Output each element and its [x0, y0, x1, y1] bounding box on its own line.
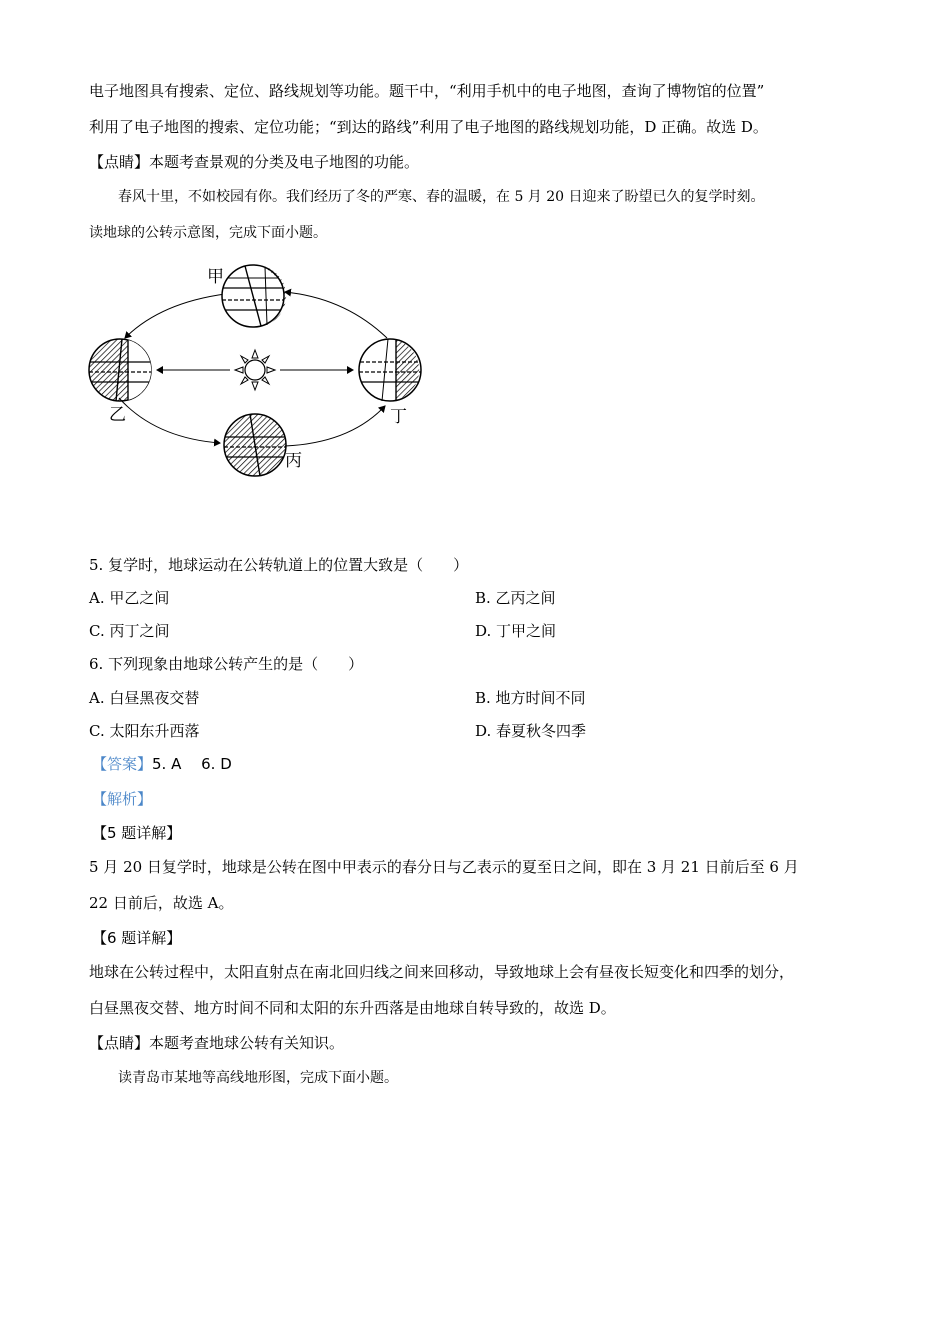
comment-2-tag: 【点睛】: [89, 1034, 150, 1052]
q6-option-a[interactable]: A. 白昼黑夜交替: [89, 689, 200, 707]
intro-line-1: 电子地图具有搜索、定位、路线规划等功能。题干中，“利用手机中的电子地图，查询了博物馆的位置”: [89, 82, 765, 100]
label-yi: 乙: [109, 405, 126, 425]
question-5-stem: 5. 复学时，地球运动在公转轨道上的位置大致是（ ）: [89, 556, 469, 574]
answer-tag: 【答案】: [92, 755, 153, 773]
intro-line-2: 利用了电子地图的搜索、定位功能；“到达的路线”利用了电子地图的路线规划功能，D 正确。故选 D。: [89, 118, 768, 136]
label-ding: 丁: [390, 407, 407, 427]
analysis-tag: 【解析】: [92, 790, 153, 808]
earth-jia: [222, 265, 286, 327]
detail-6-heading: 【6 题详解】: [92, 929, 182, 947]
detail-6-line-2: 白昼黑夜交替、地方时间不同和太阳的东升西落是由地球自转导致的，故选 D。: [89, 999, 616, 1017]
orbit-arc-jia-yi: [125, 294, 225, 338]
detail-5-line-2: 22 日前后，故选 A。: [89, 894, 234, 912]
passage-line-2: 读地球的公转示意图，完成下面小题。: [89, 225, 327, 241]
q5-option-b[interactable]: B. 乙丙之间: [475, 589, 556, 607]
q6-option-b[interactable]: B. 地方时间不同: [475, 689, 586, 707]
orbit-arc-bing-ding: [285, 406, 385, 446]
passage-line-1: 春风十里，不如校园有你。我们经历了冬的严寒、春的温暖，在 5 月 20 日迎来了盼望已久的复学时刻。: [118, 189, 765, 205]
label-jia: 甲: [207, 267, 224, 287]
detail-5-line-1: 5 月 20 日复学时，地球是公转在图中甲表示的春分日与乙表示的夏至日之间，即在 3 月 21 日前后至 6 月: [89, 858, 799, 876]
answer-text: 5. A 6. D: [152, 755, 232, 773]
earth-bing: [224, 414, 286, 476]
earth-revolution-diagram: [85, 258, 435, 478]
detail-6-line-1: 地球在公转过程中，太阳直射点在南北回归线之间来回移动，导致地球上会有昼夜长短变化和四季的划分，: [89, 963, 795, 981]
comment-tag: 【点睛】: [89, 153, 150, 171]
comment-2-text: 本题考查地球公转有关知识。: [149, 1034, 345, 1052]
q6-option-c[interactable]: C. 太阳东升西落: [89, 722, 200, 740]
detail-5-heading: 【5 题详解】: [92, 824, 182, 842]
orbit-arc-ding-jia: [285, 292, 387, 338]
orbit-arc-yi-bing: [119, 398, 220, 443]
comment-text: 本题考查景观的分类及电子地图的功能。: [149, 153, 420, 171]
earth-yi: [89, 339, 151, 401]
sun-icon: [235, 350, 275, 390]
comment-2: [89, 1033, 344, 1053]
question-6-stem: 6. 下列现象由地球公转产生的是（ ）: [89, 655, 364, 673]
q5-option-d[interactable]: D. 丁甲之间: [475, 622, 557, 640]
q6-option-d[interactable]: D. 春夏秋冬四季: [475, 722, 587, 740]
next-intro: 读青岛市某地等高线地形图，完成下面小题。: [118, 1070, 398, 1086]
q5-option-c[interactable]: C. 丙丁之间: [89, 622, 170, 640]
earth-ding: [359, 339, 421, 401]
label-bing: 丙: [285, 451, 302, 471]
answer-line: [92, 754, 232, 774]
q5-option-a[interactable]: A. 甲乙之间: [89, 589, 170, 607]
intro-comment: [89, 152, 419, 172]
